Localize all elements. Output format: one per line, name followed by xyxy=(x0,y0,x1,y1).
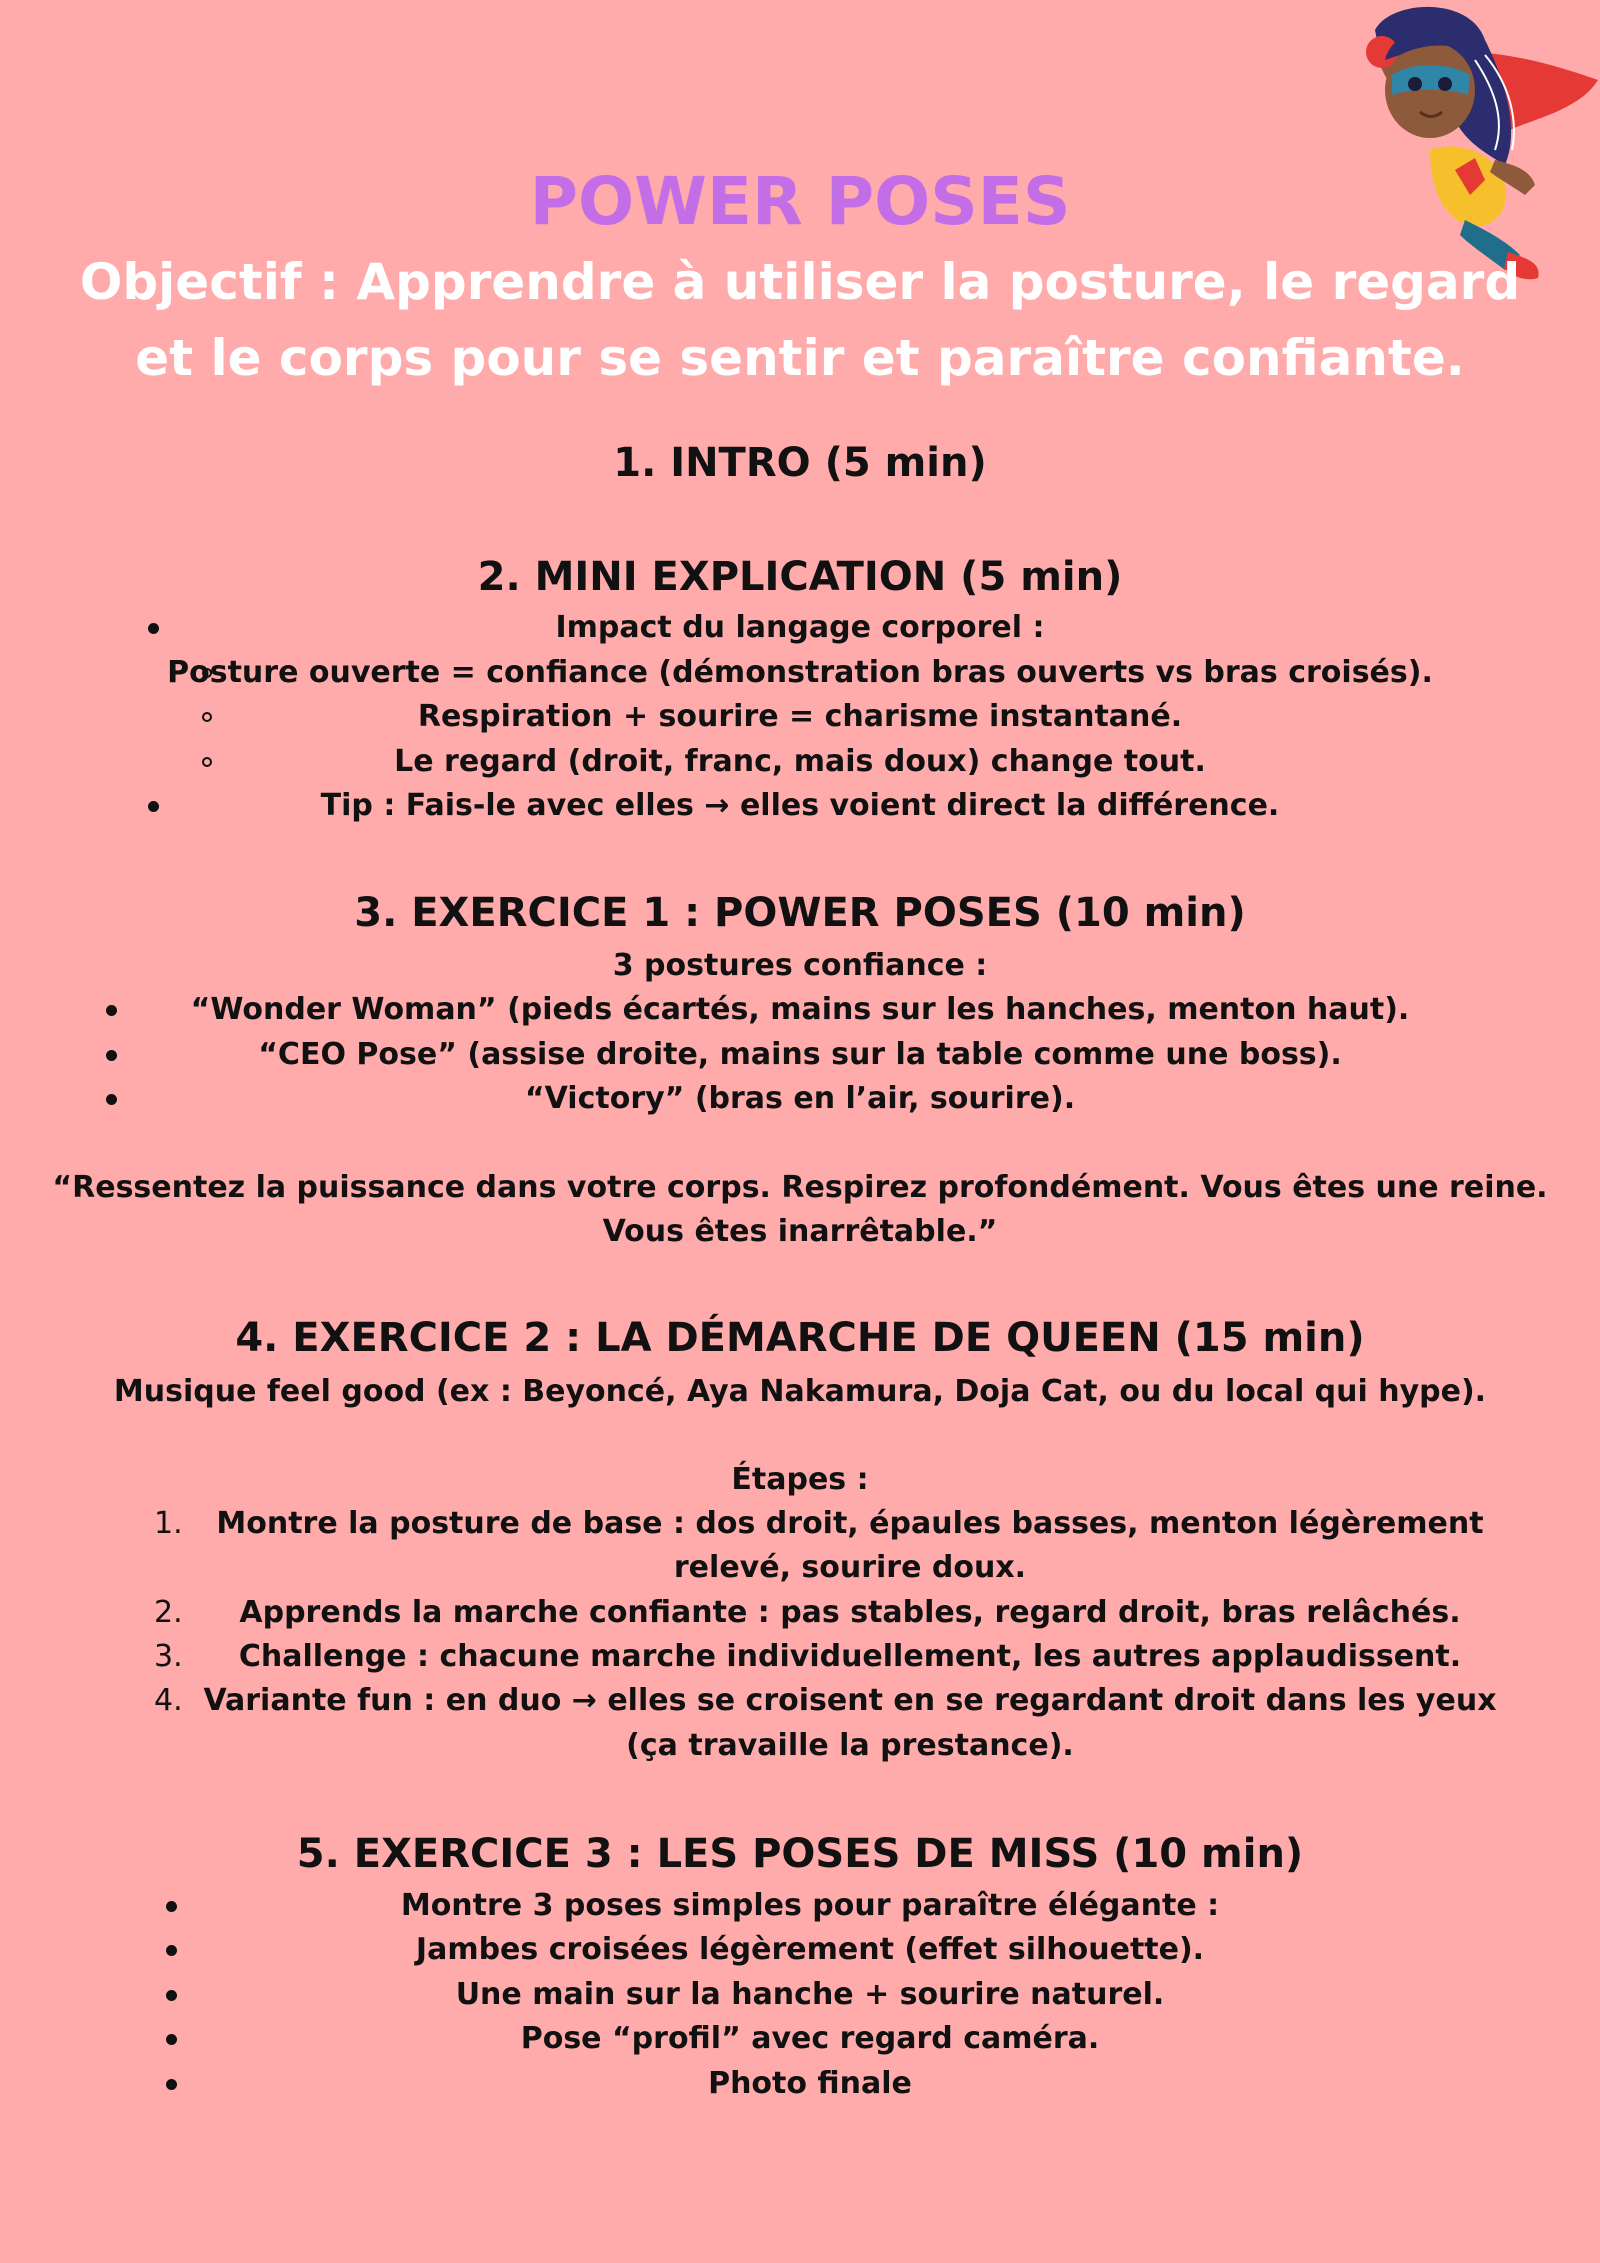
step-number: 4. xyxy=(154,1683,183,1718)
section-3-intro: 3 postures confiance : xyxy=(612,948,988,983)
section-2-subitem-2: Respiration + sourire = charisme instantané. xyxy=(417,699,1183,734)
step-2: Apprends la marche confiante : pas stables, regard droit, bras relâchés. xyxy=(239,1595,1461,1630)
quote-line-1: “Ressentez la puissance dans votre corps. Respirez profondément. Vous êtes une reine. xyxy=(52,1170,1548,1205)
section-2-item-1: Impact du langage corporel : xyxy=(555,610,1045,645)
page-title: POWER POSES xyxy=(529,163,1071,240)
section-1-heading: 1. INTRO (5 min) xyxy=(613,440,987,486)
objective-line-1: Objectif : Apprendre à utiliser la posture, le regard xyxy=(79,253,1521,311)
section-5-item-4: Pose “profil” avec regard caméra. xyxy=(520,2021,1100,2056)
section-2-item-2: Tip : Fais-le avec elles → elles voient direct la différence. xyxy=(320,788,1280,823)
section-5-item-1: Montre 3 poses simples pour paraître élégante : xyxy=(400,1888,1220,1923)
section-2-heading: 2. MINI EXPLICATION (5 min) xyxy=(477,554,1123,600)
step-1-line-2: relevé, sourire doux. xyxy=(673,1550,1027,1585)
step-1-line-1: Montre la posture de base : dos droit, épaules basses, menton légèrement xyxy=(216,1506,1484,1541)
step-3: Challenge : chacune marche individuellement, les autres applaudissent. xyxy=(238,1639,1462,1674)
section-4-heading: 4. EXERCICE 2 : LA DÉMARCHE DE QUEEN (15 min) xyxy=(235,1315,1365,1361)
objective-line-2: et le corps pour se sentir et paraître confiante. xyxy=(135,329,1465,387)
section-5-heading: 5. EXERCICE 3 : LES POSES DE MISS (10 min) xyxy=(296,1831,1304,1877)
section-3-item-2: “CEO Pose” (assise droite, mains sur la table comme une boss). xyxy=(258,1037,1342,1072)
section-5-item-2: Jambes croisées légèrement (effet silhouette). xyxy=(415,1932,1205,1967)
section-4-music: Musique feel good (ex : Beyoncé, Aya Nakamura, Doja Cat, ou du local qui hype). xyxy=(113,1374,1487,1409)
step-number: 1. xyxy=(154,1506,183,1541)
section-5-item-5: Photo finale xyxy=(708,2066,912,2101)
section-5-item-3: Une main sur la hanche + sourire naturel. xyxy=(455,1977,1165,2012)
section-2-subitem-1: Posture ouverte = confiance (démonstration bras ouverts vs bras croisés). xyxy=(167,655,1433,690)
section-4-steps-label: Étapes : xyxy=(731,1462,869,1497)
quote-line-2: Vous êtes inarrêtable.” xyxy=(602,1214,998,1249)
section-2-subitem-3: Le regard (droit, franc, mais doux) change tout. xyxy=(394,744,1206,779)
section-3-heading: 3. EXERCICE 1 : POWER POSES (10 min) xyxy=(354,890,1246,936)
step-number: 3. xyxy=(154,1639,183,1674)
step-number: 2. xyxy=(154,1595,183,1630)
section-3-item-3: “Victory” (bras en l’air, sourire). xyxy=(524,1081,1076,1116)
section-3-item-1: “Wonder Woman” (pieds écartés, mains sur les hanches, menton haut). xyxy=(190,992,1410,1027)
step-4-line-1: Variante fun : en duo → elles se croisent en se regardant droit dans les yeux xyxy=(203,1683,1497,1718)
step-4-line-2: (ça travaille la prestance). xyxy=(626,1728,1074,1763)
